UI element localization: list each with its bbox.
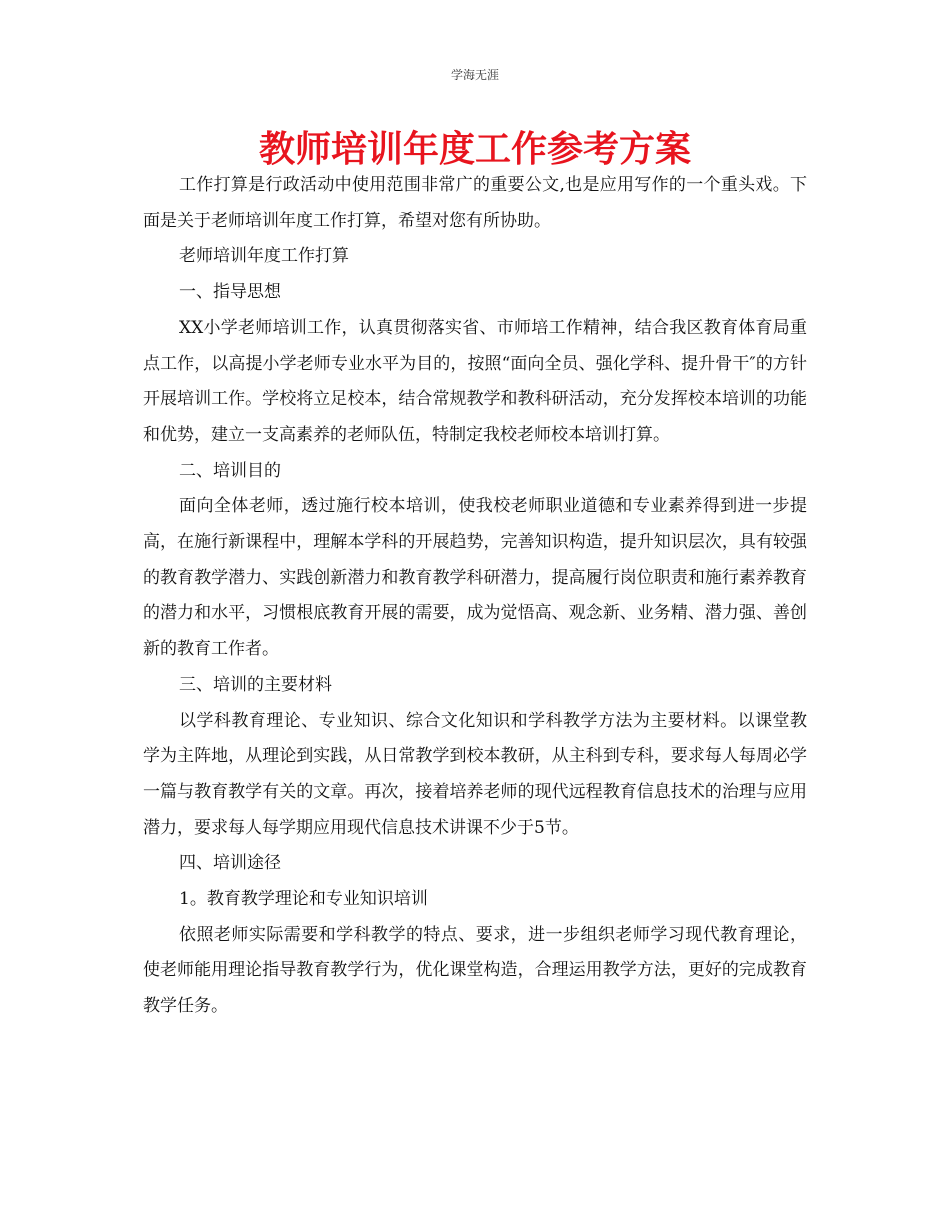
intro-paragraph: 工作打算是行政活动中使用范围非常广的重要公文,也是应用写作的一个重头戏。下面是关于老师培训年度工作打算，希望对您有所协助。 xyxy=(143,175,807,231)
document-title: 教师培训年度工作参考方案 xyxy=(258,129,691,170)
section-heading-4: 四、培训途径 xyxy=(179,853,281,874)
section-heading-3: 三、培训的主要材料 xyxy=(179,674,332,695)
section-2-paragraph: 面向全体老师，透过施行校本培训，使我校老师职业道德和专业素养得到进一步提高，在施行新课程中，理解本学科的开展趋势，完善知识构造，提升知识层次，具有较强的教育教学潜力、实践创新潜力和教育教学科研潜力，提高履行岗位职责和施行素养教育的潜力和水平，习惯根底教育开展的需要，成为觉悟高、观念新、业务精、潜力强、善创新的教育工作者。 xyxy=(143,496,807,660)
document-body xyxy=(143,168,807,1025)
subsection-heading-4-1: 1。教育教学理论和专业知识培训 xyxy=(179,889,428,910)
subsection-4-1-paragraph: 依照老师实际需要和学科教学的特点、要求，进一步组织老师学习现代教育理论，使老师能用理论指导教育教学行为，优化课堂构造，合理运用教学方法，更好的完成教育教学任务。 xyxy=(143,924,807,1017)
page-header: 学海无涯 xyxy=(450,68,499,82)
section-heading-1: 一、指导思想 xyxy=(179,282,281,303)
section-1-paragraph: XX小学老师培训工作，认真贯彻落实省、市师培工作精神，结合我区教育体育局重点工作，以高提小学老师专业水平为目的，按照“面向全员、强化学科、提升骨干″的方针开展培训工作。学校将立足校本，结合常规教学和教科研活动，充分发挥校本培训的功能和优势，建立一支高素养的老师队伍，特制定我校老师校本培训打算。 xyxy=(143,317,807,445)
section-heading-2: 二、培训目的 xyxy=(179,460,281,481)
subtitle-line: 老师培训年度工作打算 xyxy=(179,246,349,267)
section-3-paragraph: 以学科教育理论、专业知识、综合文化知识和学科教学方法为主要材料。以课堂教学为主阵地，从理论到实践，从日常教学到校本教研，从主科到专科，要求每人每周必学一篇与教育教学有关的文章。再次，接着培养老师的现代远程教育信息技术的治理与应用潜力，要求每人每学期应用现代信息技术讲课不少于5节。 xyxy=(143,710,807,838)
